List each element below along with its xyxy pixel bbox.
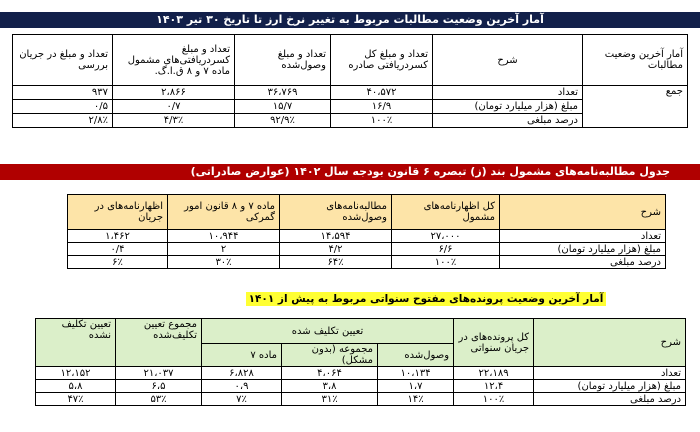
cell-value: ۱۲،۱۵۲ (36, 367, 116, 380)
cell-value: ۳۶،۷۶۹ (235, 86, 331, 100)
header-cell: مجموعه (بدون مشکل) (282, 344, 378, 367)
table-legacy-cases (35, 318, 686, 406)
cell-value: ۰،۹ (202, 380, 282, 393)
cell-value: ۱۴،۵۹۴ (280, 230, 392, 243)
cell-value: ۳۰٪ (168, 256, 280, 269)
table-row (36, 367, 686, 380)
row-label: مبلغ (هزار میلیارد تومان) (433, 100, 583, 114)
banner-table1-title: آمار آخرین وضعیت مطالبات مربوط به تغییر نرخ ارز تا تاریخ ۳۰ تیر ۱۴۰۳ (0, 12, 700, 28)
cell-value: ۱۵/۷ (235, 100, 331, 114)
table-row (68, 243, 666, 256)
cell-value: ۰/۵ (13, 100, 113, 114)
table-fx-claims (12, 34, 688, 128)
cell-value: ۳۱٪ (282, 393, 378, 406)
banner-table2-title: جدول مطالبه‌نامه‌های مشمول بند (ز) تبصره ۶ قانون بودجه سال ۱۴۰۲ (عوارض صادراتی) (0, 164, 700, 180)
cell-value: ۱۰۰٪ (392, 256, 500, 269)
banner-table3-title: آمار آخرین وضعیت پرونده‌های مفتوح سنواتی مربوط به پیش از ۱۴۰۱ (246, 292, 606, 306)
header-cell: آمار آخرین وضعیت مطالبات (583, 35, 688, 86)
cell-value: ۶،۸۲۸ (202, 367, 282, 380)
cell-value: ۳،۸ (282, 380, 378, 393)
header-cell: کل پرونده‌های در جریان سنواتی (454, 319, 534, 367)
cell-value: ۹۳۷ (13, 86, 113, 100)
header-cell: وصول‌شده (378, 344, 454, 367)
cell-value: ۷٪ (202, 393, 282, 406)
cell-value: ۴/۲ (280, 243, 392, 256)
row-label: مبلغ (هزار میلیارد تومان) (534, 380, 686, 393)
cell-value: ۱۰،۹۴۴ (168, 230, 280, 243)
row-label: درصد مبلغی (433, 114, 583, 128)
header-cell: اظهارنامه‌های در جریان (68, 195, 168, 230)
cell-value: ۲۲،۱۸۹ (454, 367, 534, 380)
table-header-row (13, 35, 688, 86)
header-cell: شرح (500, 195, 666, 230)
cell-value: ۴۷٪ (36, 393, 116, 406)
cell-value: ۹۲/۹٪ (235, 114, 331, 128)
row-label: تعداد (500, 230, 666, 243)
header-cell: تعداد و مبلغ وصول‌شده (235, 35, 331, 86)
header-cell: مجموع تعیین تکلیف‌شده (116, 319, 202, 367)
cell-value: ۴،۰۶۴ (282, 367, 378, 380)
cell-value: ۶،۵ (116, 380, 202, 393)
table-row (36, 380, 686, 393)
table-export-duties (67, 194, 666, 269)
cell-value: ۰/۷ (113, 100, 235, 114)
row-label: مبلغ (هزار میلیارد تومان) (500, 243, 666, 256)
header-cell: شرح (433, 35, 583, 86)
row-label: تعداد (433, 86, 583, 100)
cell-value: ۱۴٪ (378, 393, 454, 406)
cell-value: ۱،۴۶۲ (68, 230, 168, 243)
header-cell: تعداد و مبلغ کسردریافتی‌های مشمول ماده ۷ و ۸ ق.ا.گ. (113, 35, 235, 86)
cell-value: ۲۷،۰۰۰ (392, 230, 500, 243)
header-cell: مطالبه‌نامه‌های وصول‌شده (280, 195, 392, 230)
cell-value: ۱،۷ (378, 380, 454, 393)
cell-value: ۵۳٪ (116, 393, 202, 406)
header-cell: ماده ۷ (202, 344, 282, 367)
cell-value: ۴/۳٪ (113, 114, 235, 128)
cell-value: ۲۱،۰۳۷ (116, 367, 202, 380)
cell-value: ۲/۸٪ (13, 114, 113, 128)
table-row (36, 393, 686, 406)
table-row (68, 230, 666, 243)
table-header-row (36, 319, 686, 344)
row-label: درصد مبلغی (500, 256, 666, 269)
header-cell: تعیین تکلیف شده (202, 319, 454, 344)
cell-value: ۲ (168, 243, 280, 256)
cell-value: ۰/۴ (68, 243, 168, 256)
row-label: تعداد (534, 367, 686, 380)
table-row (13, 86, 688, 100)
cell-value: ۱۶/۹ (331, 100, 433, 114)
cell-value: ۶٪ (68, 256, 168, 269)
cell-value: ۱۲،۴ (454, 380, 534, 393)
cell-value: ۱۰۰٪ (454, 393, 534, 406)
cell-value: ۵،۸ (36, 380, 116, 393)
row-label: درصد مبلغی (534, 393, 686, 406)
header-cell: ماده ۷ و ۸ قانون امور گمرکی (168, 195, 280, 230)
table-row (68, 256, 666, 269)
header-cell: شرح (534, 319, 686, 367)
cell-value: ۴۰،۵۷۲ (331, 86, 433, 100)
cell-value: ۶/۶ (392, 243, 500, 256)
header-cell: تعداد و مبلغ کل کسردریافتی صادره (331, 35, 433, 86)
cell-value: ۱۰۰٪ (331, 114, 433, 128)
group-label: جمع (583, 86, 688, 128)
header-cell: تعیین تکلیف نشده (36, 319, 116, 367)
table-header-row (68, 195, 666, 230)
cell-value: ۲،۸۶۶ (113, 86, 235, 100)
cell-value: ۶۴٪ (280, 256, 392, 269)
header-cell: تعداد و مبلغ در جریان بررسی (13, 35, 113, 86)
cell-value: ۱۰،۱۳۴ (378, 367, 454, 380)
header-cell: کل اظهارنامه‌های مشمول (392, 195, 500, 230)
